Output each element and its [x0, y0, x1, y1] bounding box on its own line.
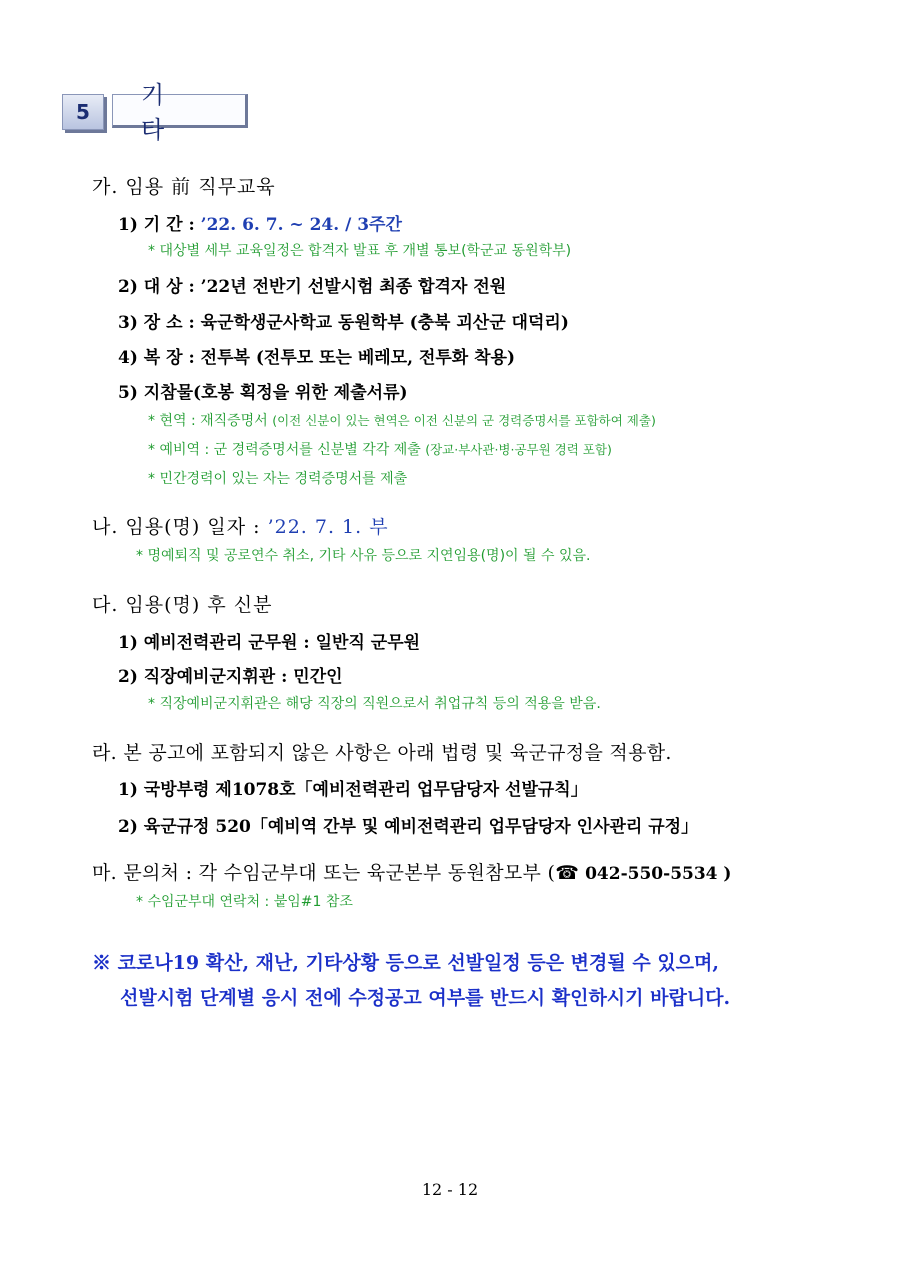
ga-note-3: * 민간경력이 있는 자는 경력증명서를 제출	[148, 471, 408, 487]
section-heading	[62, 81, 262, 144]
na-heading-label: 나. 임용(명) 일자 :	[92, 516, 268, 538]
phone-icon: ☎	[555, 862, 580, 884]
ma-phone: 042-550-5534 )	[579, 864, 732, 884]
ma-note: * 수임군부대 연락처 : 붙임#1 참조	[136, 894, 353, 910]
ga-items: 5) 지참물(호봉 획정을 위한 제출서류)	[118, 383, 408, 403]
ra-item-1: 1) 국방부령 제1078호「예비전력관리 업무담당자 선발규칙」	[118, 780, 588, 800]
ra-heading: 라. 본 공고에 포함되지 않은 사항은 아래 법령 및 육군규정을 적용함.	[92, 742, 672, 764]
da-item-2: 2) 직장예비군지휘관 : 민간인	[118, 667, 343, 687]
ga-note-2	[148, 439, 612, 459]
ga-note-1-small: (이전 신분이 있는 현역은 이전 신분의 군 경력증명서를 포함하여 제출)	[272, 413, 656, 428]
ga-note-1	[148, 410, 656, 430]
ga-note-1-main: * 현역 : 재직증명서	[148, 413, 268, 429]
da-note: * 직장예비군지휘관은 해당 직장의 직원으로서 취업규칙 등의 적용을 받음.	[148, 696, 601, 712]
ga-period-note: * 대상별 세부 교육일정은 합격자 발표 후 개별 통보(학군교 동원학부)	[148, 243, 572, 259]
ra-item-2: 2) 육군규정 520「예비역 간부 및 예비전력관리 업무담당자 인사관리 규정」	[118, 817, 699, 837]
ga-heading: 가. 임용 前 직무교육	[92, 176, 276, 198]
ga-period	[118, 210, 402, 235]
ma-heading	[92, 858, 731, 885]
ma-heading-label: 마. 문의처 : 각 수임군부대 또는 육군본부 동원참모부 (	[92, 862, 556, 884]
ga-period-value: ’22. 6. 7. ~ 24. / 3주간	[200, 215, 402, 235]
da-item-1: 1) 예비전력관리 군무원 : 일반직 군무원	[118, 633, 421, 653]
warning-line-2: 선발시험 단계별 응시 전에 수정공고 여부를 반드시 확인하시기 바랍니다.	[120, 987, 731, 1009]
ga-note-2-main: * 예비역 : 군 경력증명서를 신분별 각각 제출	[148, 442, 421, 458]
na-heading	[92, 512, 389, 539]
warning-line-1: ※ 코로나19 확산, 재난, 기타상황 등으로 선발일정 등은 변경될 수 있으며,	[92, 952, 719, 974]
ga-place: 3) 장 소 : 육군학생군사학교 동원학부 (충북 괴산군 대덕리)	[118, 313, 569, 333]
page-number: 12 - 12	[421, 1180, 479, 1199]
ga-dress: 4) 복 장 : 전투복 (전투모 또는 베레모, 전투화 착용)	[118, 348, 516, 368]
section-number: 5	[62, 94, 104, 130]
na-note: * 명예퇴직 및 공로연수 취소, 기타 사유 등으로 지연임용(명)이 될 수 있음.	[136, 548, 591, 564]
ga-target: 2) 대 상 : ’22년 전반기 선발시험 최종 합격자 전원	[118, 277, 507, 297]
ga-note-2-small: (장교·부사관·병·공무원 경력 포함)	[425, 442, 612, 457]
ga-period-label: 1) 기 간 :	[118, 215, 201, 235]
section-title: 기타	[112, 94, 248, 128]
da-heading: 다. 임용(명) 후 신분	[92, 594, 273, 616]
na-date: ’22. 7. 1. 부	[267, 516, 389, 538]
